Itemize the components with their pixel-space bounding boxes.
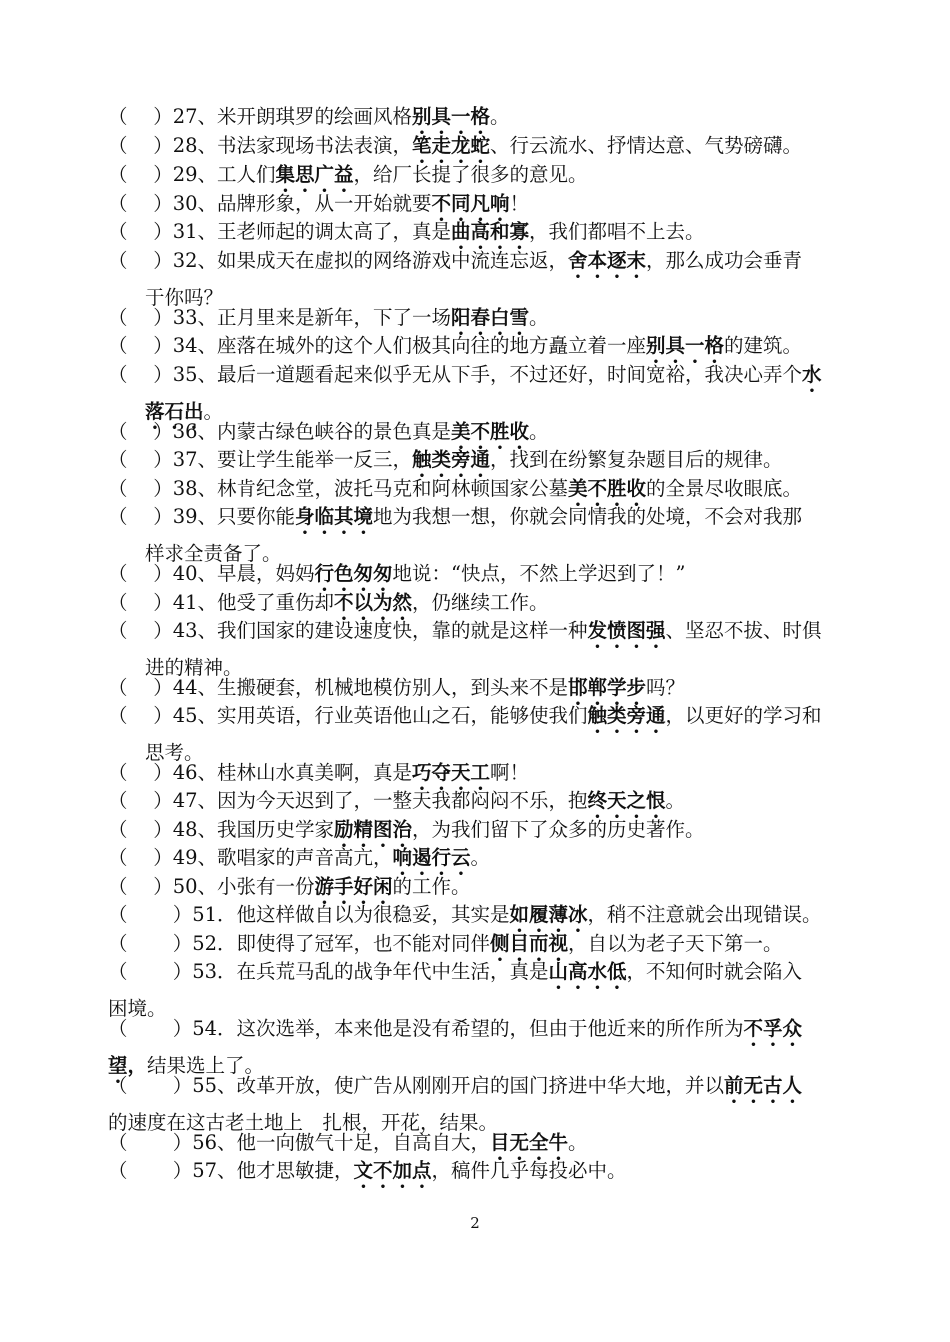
idiom-emphasis: 笔走龙蛇 [412,134,491,157]
question-28: （ ）28、书法家现场书法表演，笔走龙蛇、行云流水、抒情达意、气势磅礴。 [108,134,803,157]
question-31: （ ）31、王老师起的调太高了，真是曲高和寡，我们都唱不上去。 [108,220,705,243]
idiom-emphasis: 如履薄冰 [509,903,588,926]
question-41: （ ）41、他受了重伤却不以为然，仍继续工作。 [108,591,549,614]
question-56: （ ）56、他一向傲气十足，自高自大，目无全牛。 [108,1131,588,1154]
idiom-emphasis: 美不胜收 [451,420,530,443]
question-39: （ ）39、只要你能身临其境地为我想一想，你就会同情我的处境，不会对我那 样求全责备了。 [108,505,803,565]
question-52: （ ）52．即使得了冠军，也不能对同伴侧目而视，自以为老子天下第一。 [108,932,783,955]
question-33: （ ）33、正月里来是新年，下了一场阳春白雪。 [108,306,549,329]
idiom-emphasis: 别具一格 [412,105,491,128]
idiom-emphasis: 不以为然 [334,591,413,614]
idiom-emphasis: 目无全牛 [490,1131,569,1154]
idiom-emphasis: 不孚众 [743,1017,803,1040]
idiom-emphasis: 望， [108,1054,148,1077]
page-number: 2 [470,1214,480,1232]
idiom-emphasis: 曲高和寡 [451,220,530,243]
idiom-emphasis: 集思广益 [275,163,354,186]
question-48: （ ）48、我国历史学家励精图治，为我们留下了众多的历史著作。 [108,818,705,841]
idiom-emphasis: 水 [802,363,822,386]
idiom-emphasis: 响遏行云 [392,846,471,869]
idiom-emphasis: 发愤图强 [587,619,666,642]
question-46: （ ）46、桂林山水真美啊，真是巧夺天工啊！ [108,761,530,784]
idiom-emphasis: 文不加点 [353,1159,432,1182]
question-27: （ ）27、米开朗琪罗的绘画风格别具一格。 [108,105,510,128]
idiom-emphasis: 行色匆匆 [314,562,393,585]
idiom-emphasis: 游手好闲 [314,875,393,898]
question-43: （ ）43、我们国家的建设速度快，靠的就是这样一种发愤图强、坚忍不拔、时俱 进的精神。 [108,619,822,679]
question-49: （ ）49、歌唱家的声音高亢，响遏行云。 [108,846,491,869]
question-57: （ ）57、他才思敏捷，文不加点，稿件几乎每投必中。 [108,1159,627,1182]
idiom-emphasis: 舍本逐末 [568,249,647,272]
question-50: （ ）50、小张有一份游手好闲的工作。 [108,875,471,898]
question-44: （ ）44、生搬硬套，机械地模仿别人，到头来不是邯郸学步吗？ [108,676,686,699]
idiom-emphasis: 美不胜收 [568,477,647,500]
idiom-emphasis: 山高水低 [548,960,627,983]
question-53: （ ）53．在兵荒马乱的战争年代中生活，真是山高水低，不知何时就会陷入 困境。 [108,960,803,1020]
idiom-emphasis: 别具一格 [646,334,725,357]
idiom-emphasis: 终天之恨 [587,789,666,812]
question-35: （ ）35、最后一道题看起来似乎无从下手，不过还好，时间宽裕，我决心弄个水 落石出。 [108,363,822,423]
question-38: （ ）38、林肯纪念堂，波托马克和阿林顿国家公墓美不胜收的全景尽收眼底。 [108,477,803,500]
idiom-emphasis: 触类旁通 [587,704,666,727]
idiom-emphasis: 邯郸学步 [568,676,647,699]
question-32: （ ）32、如果成天在虚拟的网络游戏中流连忘返，舍本逐末，那么成功会垂青 于你吗？ [108,249,803,309]
question-34: （ ）34、座落在城外的这个人们极其向往的地方矗立着一座别具一格的建筑。 [108,334,803,357]
question-30: （ ）30、品牌形象，从一开始就要不同凡响！ [108,192,530,215]
idiom-emphasis: 侧目而视 [490,932,569,955]
question-47: （ ）47、因为今天迟到了，一整天我都闷闷不乐，抱终天之恨。 [108,789,686,812]
idiom-emphasis: 阳春白雪 [451,306,530,329]
idiom-emphasis: 巧夺天工 [412,761,491,784]
idiom-emphasis: 前无古人 [724,1074,803,1097]
question-40: （ ）40、早晨，妈妈行色匆匆地说：“快点，不然上学迟到了！” [108,562,686,585]
idiom-emphasis: 励精图治 [334,818,413,841]
idiom-emphasis: 落石出 [145,400,204,423]
question-45: （ ）45、实用英语，行业英语他山之石，能够使我们触类旁通，以更好的学习和 思考。 [108,704,822,764]
question-36: （ ）36、内蒙古绿色峡谷的景色真是美不胜收。 [108,420,549,443]
question-55: （ ）55、改革开放，使广告从刚刚开启的国门挤进中华大地，并以前无古人 的速度在这古老土地上 扎根，开花，结果。 [108,1074,803,1134]
question-29: （ ）29、工人们集思广益，给厂长提了很多的意见。 [108,163,588,186]
idiom-emphasis: 不同凡响 [431,192,510,215]
question-37: （ ）37、要让学生能举一反三，触类旁通，找到在纷繁复杂题目后的规律。 [108,448,783,471]
idiom-emphasis: 身临其境 [295,505,374,528]
idiom-emphasis: 触类旁通 [412,448,491,471]
question-54: （ ）54．这次选举，本来他是没有希望的，但由于他近来的所作所为不孚众 望，结果选上了。 [108,1017,803,1077]
question-51: （ ）51．他这样做自以为很稳妥，其实是如履薄冰，稍不注意就会出现错误。 [108,903,822,926]
